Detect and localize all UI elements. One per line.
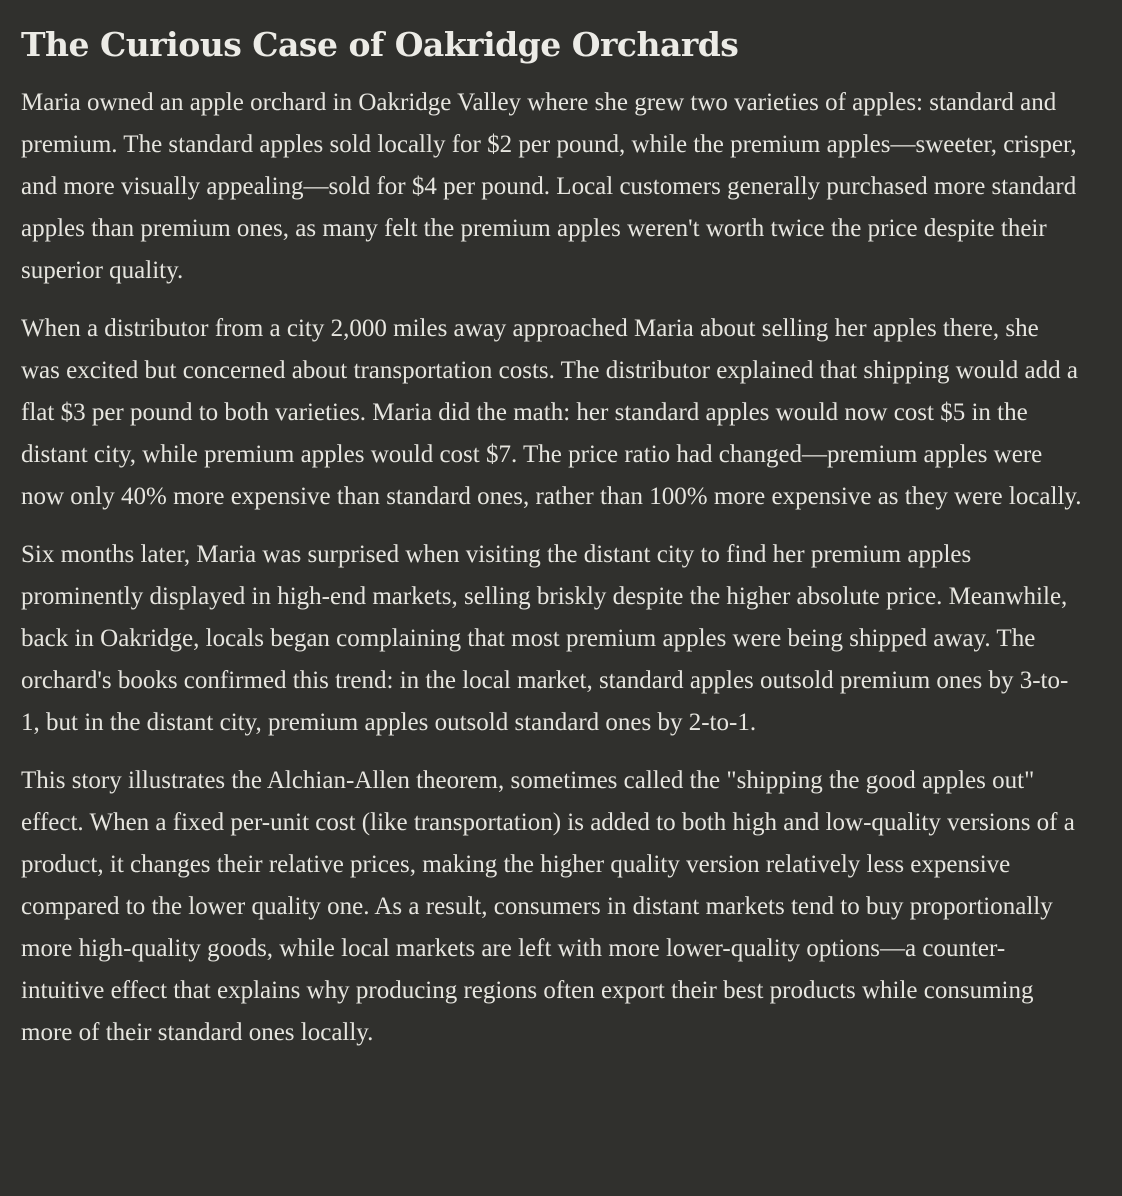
- paragraph-six-months-later: Six months later, Maria was surprised when visiting the distant city to find her premium apples prominently displayed in high-end markets, selling briskly despite the higher absolute price. Meanwhile, back in Oakridge, locals began complaining that most premium apples were being shipped away. The orchard's books confirmed this trend: in the local market, standard apples outsold premium ones by 3-to-1, but in the distant city, premium apples outsold standard ones by 2-to-1.: [21, 541, 1069, 736]
- paragraph-distributor: When a distributor from a city 2,000 miles away approached Maria about selling her apples there, she was excited but concerned about transportation costs. The distributor explained that shipping would add a flat $3 per pound to both varieties. Maria did the math: her standard apples would now cost $5 in the distant city, while premium apples would cost $7. The price ratio had changed—premium apples were now only 40% more expensive than standard ones, rather than 100% more expensive as they were locally.: [21, 315, 1082, 510]
- paragraph-intro: Maria owned an apple orchard in Oakridge Valley where she grew two varieties of apples: standard and premium. The standard apples sold locally for $2 per pound, while the premium apples—sweeter, crisper, and more visually appealing—sold for $4 per pound. Local customers generally purchased more standard apples than premium ones, as many felt the premium apples weren't worth twice the price despite their superior quality.: [21, 89, 1077, 284]
- paragraph-theorem: This story illustrates the Alchian-Allen theorem, sometimes called the "shipping the good apples out" effect. When a fixed per-unit cost (like transportation) is added to both high and low-quality versions of a product, it changes their relative prices, making the higher quality version relatively less expensive compared to the lower quality one. As a result, consumers in distant markets tend to buy proportionally more high-quality goods, while local markets are left with more lower-quality options—a counter-intuitive effect that explains why producing regions often export their best products while consuming more of their standard ones locally.: [21, 767, 1075, 1046]
- article-title: The Curious Case of Oakridge Orchards: [21, 25, 739, 64]
